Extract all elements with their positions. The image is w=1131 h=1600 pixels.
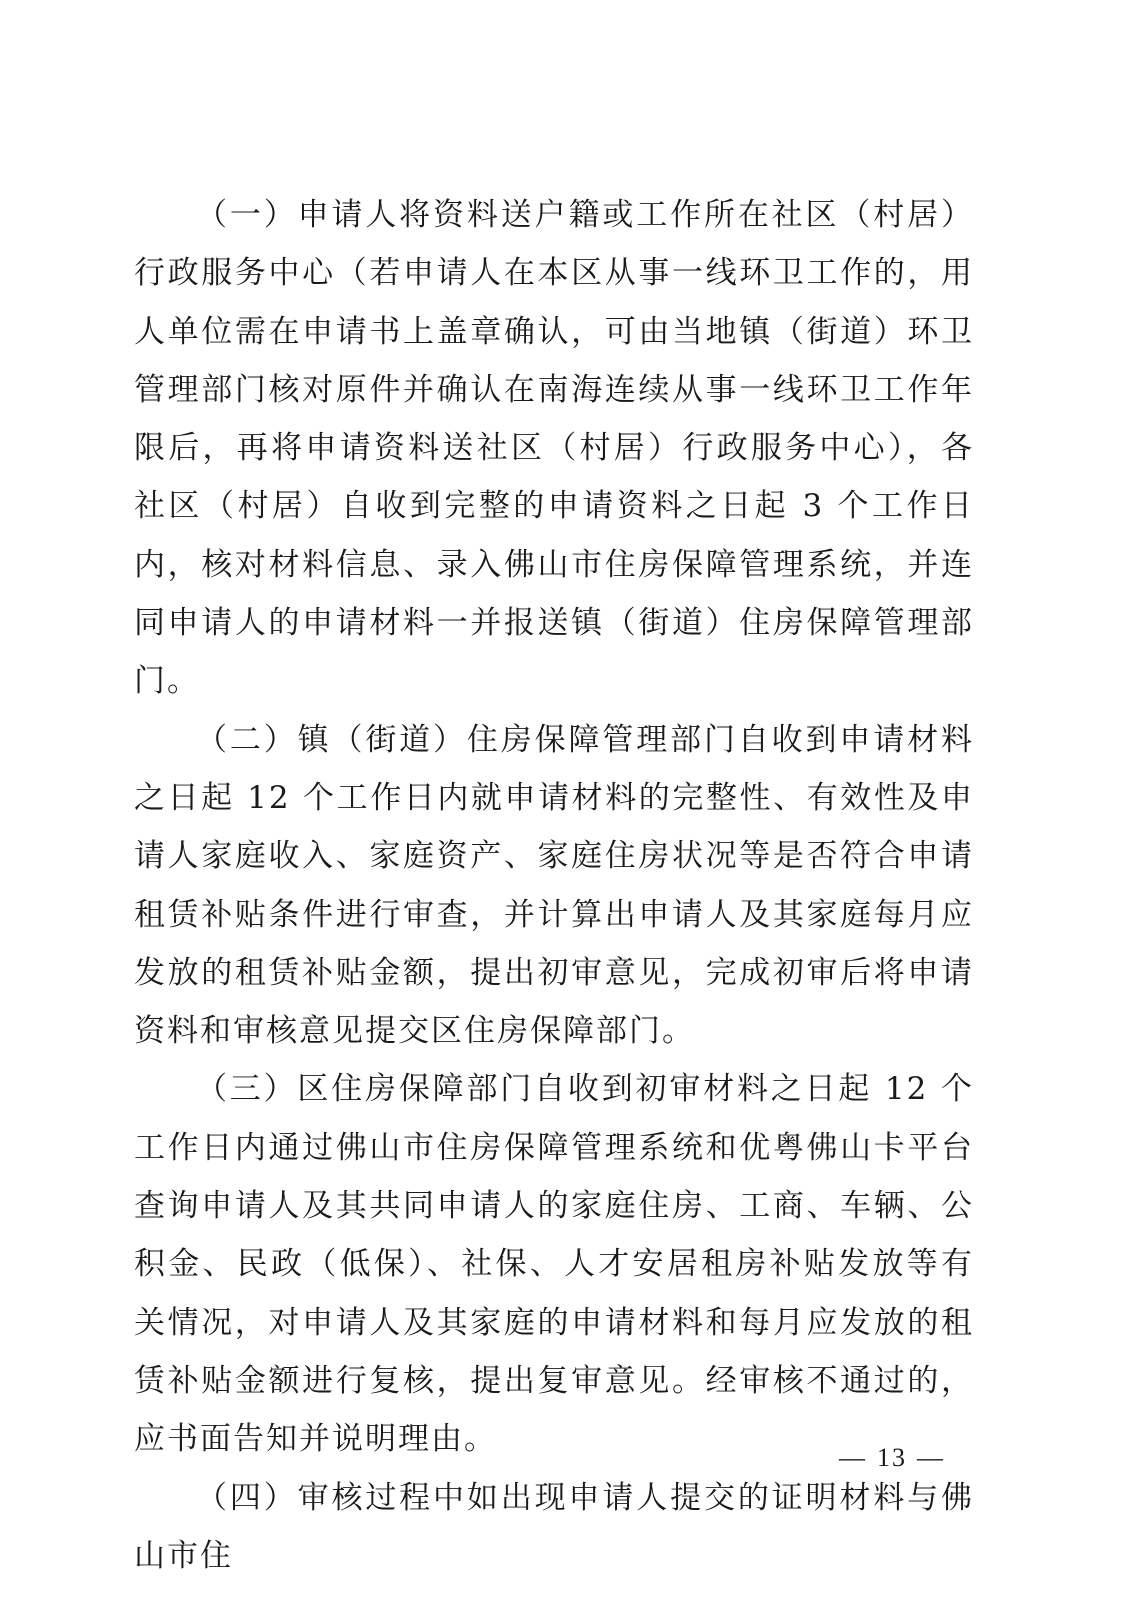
- footer-dash-right: —: [917, 1443, 945, 1472]
- footer-dash-left: —: [839, 1443, 867, 1472]
- paragraph-3: （三）区住房保障部门自收到初审材料之日起 12 个工作日内通过佛山市住房保障管理系统和优粤佛山卡平台查询申请人及其共同申请人的家庭住房、工商、车辆、公积金、民政（低保）、社保、人才安居租房补贴发放等有关情况，对申请人及其家庭的申请材料和每月应发放的租赁补贴金额进行复核，提出复审意见。经审核不通过的，应书面告知并说明理由。: [134, 1071, 974, 1458]
- paragraph-1: （一）申请人将资料送户籍或工作所在社区（村居）行政服务中心（若申请人在本区从事一线环卫工作的，用人单位需在申请书上盖章确认，可由当地镇（街道）环卫管理部门核对原件并确认在南海连续从事一线环卫工作年限后，再将申请资料送社区（村居）行政服务中心），各社区（村居）自收到完整的申请资料之日起 3 个工作日内，核对材料信息、录入佛山市住房保障管理系统，并连同申请人的申请材料一并报送镇（街道）住房保障管理部门。: [134, 197, 974, 700]
- body-text: [134, 186, 974, 1585]
- paragraph-4: （四）审核过程中如出现申请人提交的证明材料与佛山市住: [134, 1479, 974, 1574]
- paragraph-2: （二）镇（街道）住房保障管理部门自收到申请材料之日起 12 个工作日内就申请材料的完整性、有效性及申请人家庭收入、家庭资产、家庭住房状况等是否符合申请租赁补贴条件进行审查，并计算出申请人及其家庭每月应发放的租赁补贴金额，提出初审意见，完成初审后将申请资料和审核意见提交区住房保障部门。: [134, 721, 974, 1050]
- page-number: 13: [877, 1443, 907, 1472]
- page-footer: [829, 1443, 955, 1473]
